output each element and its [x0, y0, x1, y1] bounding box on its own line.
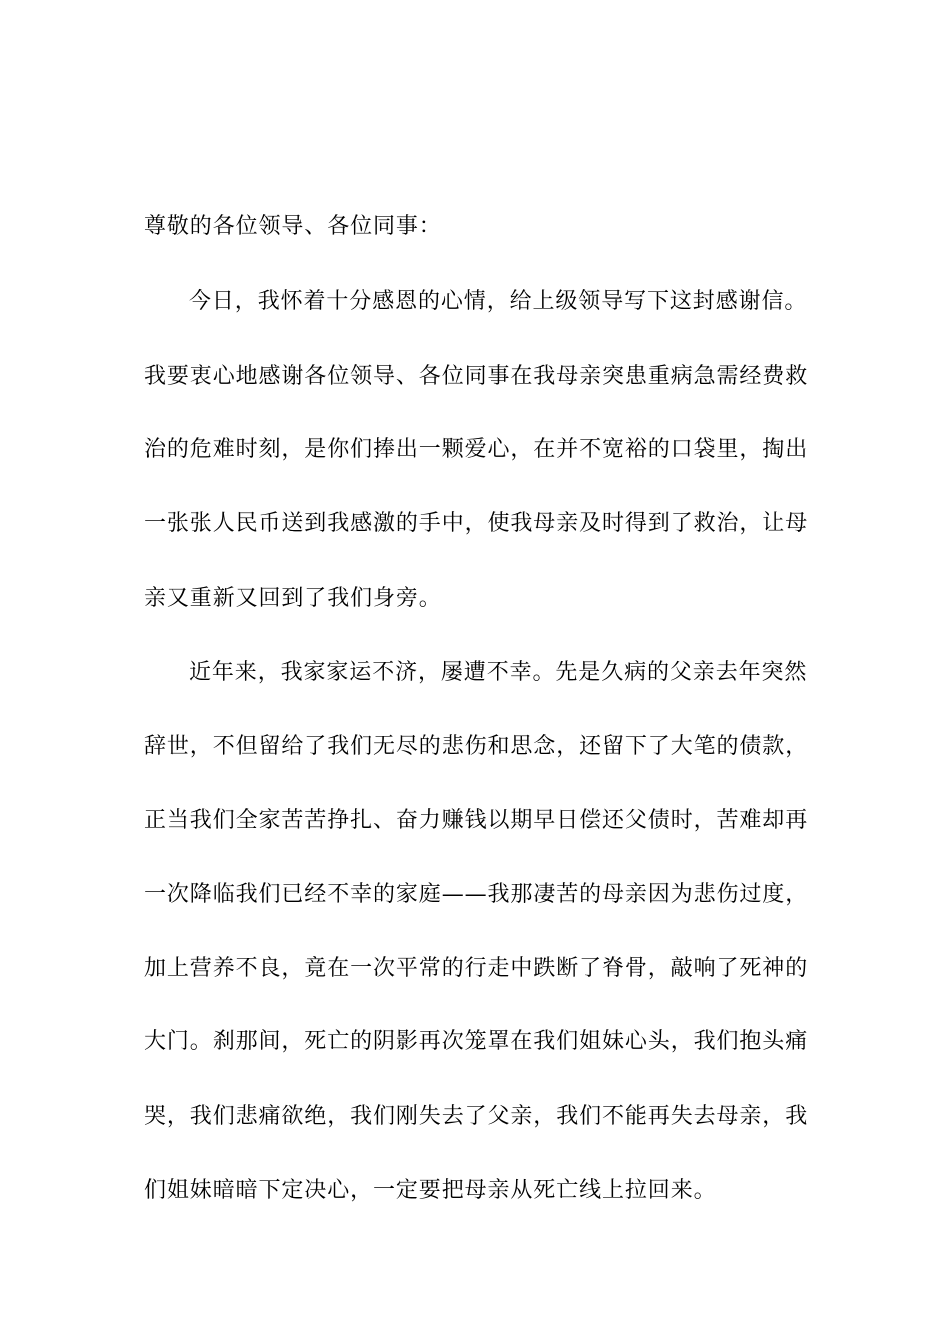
- paragraph-2-line-4: 一次降临我们已经不幸的家庭——我那凄苦的母亲因为悲伤过度，: [144, 882, 809, 907]
- paragraph-2-line-7: 哭，我们悲痛欲绝，我们刚失去了父亲，我们不能再失去母亲，我: [144, 1104, 809, 1129]
- paragraph-2-line-1: 近年来，我家家运不济，屡遭不幸。先是久病的父亲去年突然: [189, 660, 808, 685]
- paragraph-2-line-2: 辞世，不但留给了我们无尽的悲伤和思念，还留下了大笔的债款，: [144, 734, 809, 759]
- paragraph-2-line-8: 们姐妹暗暗下定决心，一定要把母亲从死亡线上拉回来。: [144, 1178, 717, 1203]
- paragraph-1-line-2: 我要衷心地感谢各位领导、各位同事在我母亲突患重病急需经费救: [144, 364, 809, 389]
- paragraph-1-line-3: 治的危难时刻，是你们捧出一颗爱心，在并不宽裕的口袋里，掏出: [144, 437, 809, 462]
- paragraph-2-line-6: 大门。刹那间，死亡的阴影再次笼罩在我们姐妹心头，我们抱头痛: [144, 1029, 809, 1054]
- paragraph-1-line-1: 今日，我怀着十分感恩的心情，给上级领导写下这封感谢信。: [189, 289, 808, 314]
- paragraph-2-line-5: 加上营养不良，竟在一次平常的行走中跌断了脊骨，敲响了死神的: [144, 956, 809, 981]
- paragraph-2-line-3: 正当我们全家苦苦挣扎、奋力赚钱以期早日偿还父债时，苦难却再: [144, 808, 809, 833]
- paragraph-1-line-4: 一张张人民币送到我感激的手中，使我母亲及时得到了救治，让母: [144, 511, 809, 536]
- paragraph-1-line-5: 亲又重新又回到了我们身旁。: [144, 586, 442, 611]
- salutation: 尊敬的各位领导、各位同事：: [144, 214, 442, 239]
